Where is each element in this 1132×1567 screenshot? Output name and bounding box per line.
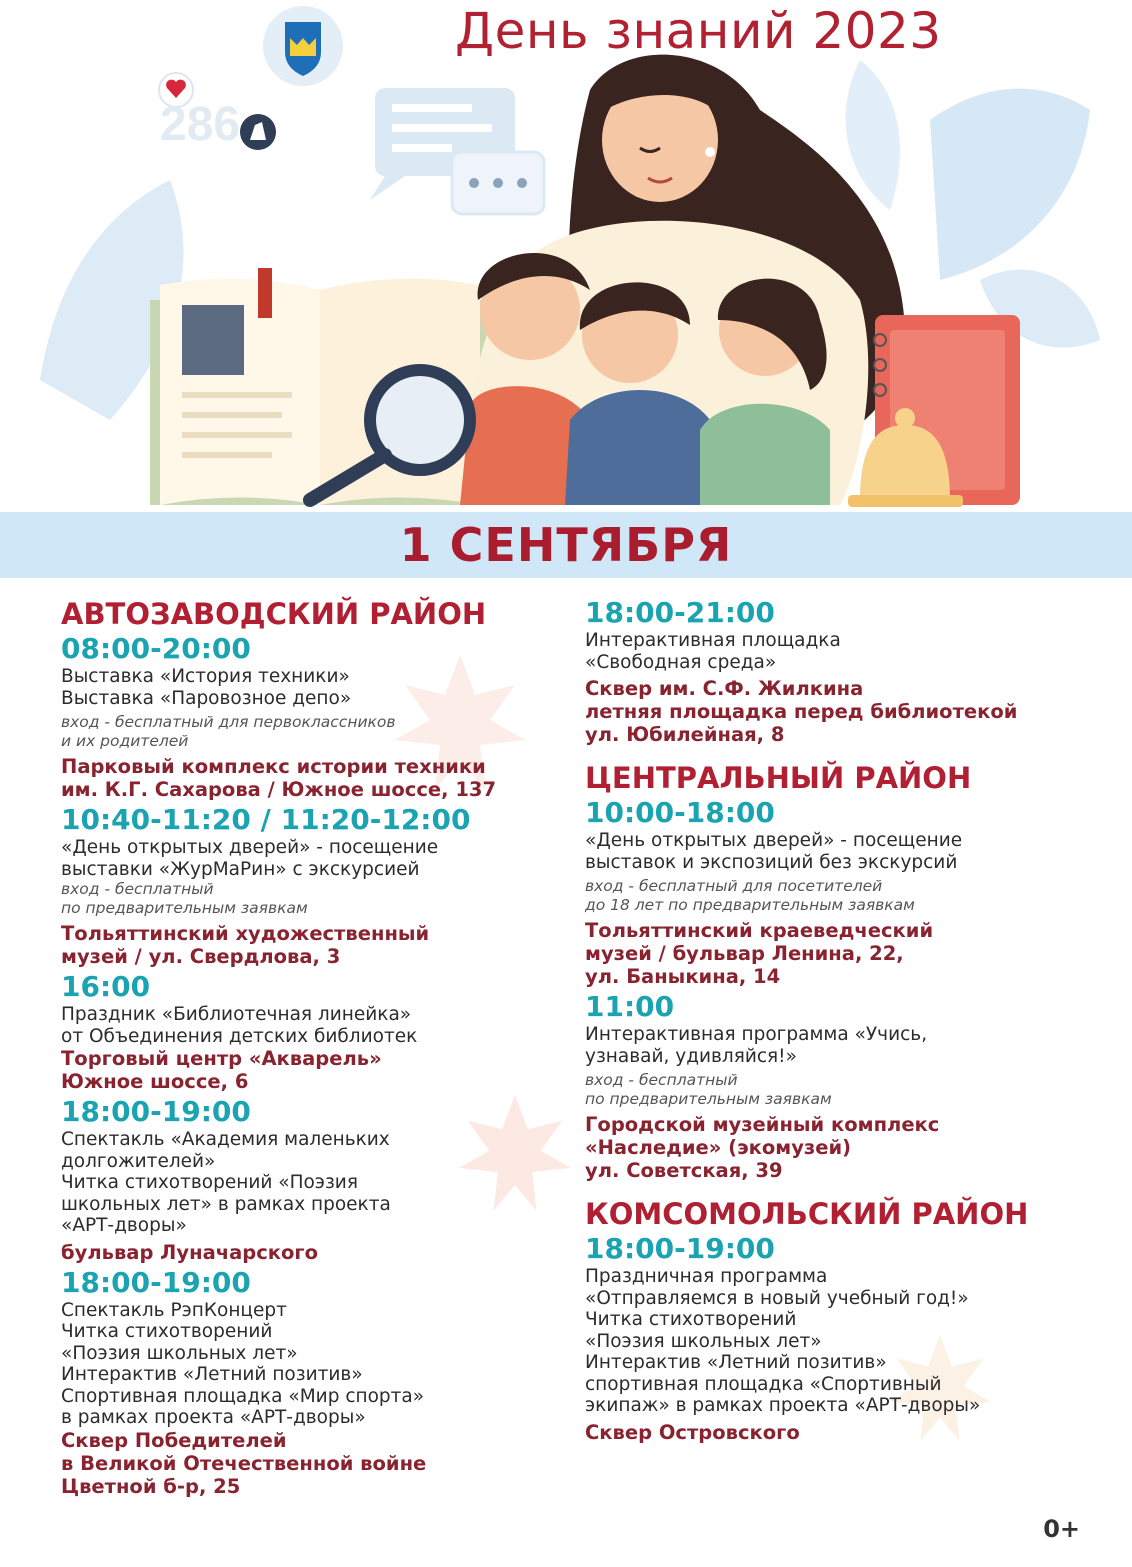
entry-note: по предварительным заявкам — [585, 1090, 832, 1108]
event-place: ул. Баныкина, 14 — [585, 965, 781, 988]
entry-note: вход - бесплатный — [61, 880, 214, 898]
event-block — [61, 632, 551, 801]
event-place: бульвар Луначарского — [61, 1240, 319, 1264]
brand-number: 286 — [160, 98, 241, 151]
event-description: Спектакль «Академия маленьких — [61, 1129, 390, 1150]
event-description: Праздник «Библиотечная линейка» — [61, 1004, 412, 1025]
event-description: «Свободная среда» — [585, 651, 777, 673]
event-block — [61, 970, 551, 1093]
entry-note: вход - бесплатный — [585, 1071, 738, 1089]
event-place: Сквер Победителей — [61, 1428, 287, 1452]
event-time: 10:00-18:00 — [585, 796, 775, 829]
event-description: Праздничная программа — [585, 1266, 828, 1287]
event-place: музей / ул. Свердлова, 3 — [61, 945, 341, 968]
event-date: 1 СЕНТЯБРЯ — [399, 518, 733, 572]
event-description: выставок и экспозиций без экскурсий — [585, 851, 958, 873]
event-place: Сквер им. С.Ф. Жилкина — [585, 677, 864, 700]
event-description: «АРТ-дворы» — [61, 1215, 187, 1236]
event-description: «Поэзия школьных лет» — [585, 1330, 822, 1352]
event-time: 18:00-19:00 — [585, 1232, 775, 1265]
event-description: Читка стихотворений — [585, 1309, 797, 1330]
event-place: Торговый центр «Акварель» — [61, 1047, 382, 1070]
entry-note: вход - бесплатный для первоклассников — [61, 713, 396, 731]
event-place: Тольяттинский краеведческий — [585, 919, 934, 942]
event-time: 16:00 — [61, 970, 151, 1003]
date-banner — [0, 512, 1132, 578]
left-column — [61, 596, 551, 1500]
event-place: Южное шоссе, 6 — [61, 1070, 249, 1093]
brand-logo — [159, 73, 276, 151]
event-block — [585, 796, 1085, 988]
entry-note: по предварительным заявкам — [61, 899, 308, 917]
event-description: Выставка «Паровозное депо» — [61, 687, 352, 709]
event-description: выставки «ЖурМаРин» с экскурсией — [61, 858, 420, 880]
page-title: День знаний 2023 — [455, 2, 942, 60]
district-heading: КОМСОМОЛЬСКИЙ РАЙОН — [585, 1197, 1029, 1231]
hero-illustration — [0, 0, 1132, 512]
entry-note: до 18 лет по предварительным заявкам — [585, 896, 915, 914]
event-place: «Наследие» (экомузей) — [585, 1136, 852, 1159]
event-place: Городской музейный комплекс — [585, 1113, 940, 1136]
event-block — [61, 1266, 551, 1498]
event-time: 08:00-20:00 — [61, 632, 251, 665]
event-time: 11:00 — [585, 990, 675, 1023]
event-description: «Отправляемся в новый учебный год!» — [585, 1287, 969, 1309]
age-rating: 0+ — [1043, 1515, 1080, 1543]
event-time: 18:00-21:00 — [585, 596, 775, 629]
event-description: от Объединения детских библиотек — [61, 1025, 418, 1047]
event-place: ул. Советская, 39 — [585, 1159, 783, 1182]
event-place: им. К.Г. Сахарова / Южное шоссе, 137 — [61, 778, 497, 801]
event-place: летняя площадка перед библиотекой — [585, 700, 1018, 723]
event-description: Интерактив «Летний позитив» — [61, 1364, 363, 1385]
event-place: Цветной б-р, 25 — [61, 1474, 241, 1498]
event-description: экипаж» в рамках проекта «АРТ-дворы» — [585, 1395, 981, 1416]
entry-note: вход - бесплатный для посетителей — [585, 877, 883, 895]
event-description: Спортивная площадка «Мир спорта» — [61, 1385, 425, 1407]
event-description: школьных лет» в рамках проекта — [61, 1193, 391, 1215]
event-time: 10:40-11:20 / 11:20-12:00 — [61, 803, 471, 836]
event-block — [585, 1232, 1085, 1444]
event-description: Читка стихотворений «Поэзия — [61, 1172, 358, 1193]
district-heading: АВТОЗАВОДСКИЙ РАЙОН — [61, 597, 487, 631]
event-description: Читка стихотворений — [61, 1321, 273, 1342]
event-description: Интерактивная площадка — [585, 630, 841, 651]
entry-note: и их родителей — [61, 732, 189, 750]
district-heading: ЦЕНТРАЛЬНЫЙ РАЙОН — [585, 761, 972, 795]
teacher-children-illustration — [0, 0, 1132, 512]
event-description: «День открытых дверей» - посещение — [585, 830, 963, 851]
event-block — [61, 803, 551, 968]
event-time: 18:00-19:00 — [61, 1265, 251, 1299]
event-place: в Великой Отечественной войне — [61, 1451, 427, 1475]
event-description: Спектакль РэпКонцерт — [61, 1299, 287, 1321]
event-description: «День открытых дверей» - посещение — [61, 837, 439, 858]
event-description: в рамках проекта «АРТ-дворы» — [61, 1407, 366, 1428]
event-description: Интерактив «Летний позитив» — [585, 1352, 887, 1373]
event-place: ул. Юбилейная, 8 — [585, 723, 785, 746]
speech-bubble-icon — [370, 88, 544, 214]
event-time: 18:00-19:00 — [61, 1095, 251, 1128]
event-place: Сквер Островского — [585, 1420, 800, 1444]
event-place: Тольяттинский художественный — [61, 922, 430, 945]
event-description: узнавай, удивляйся!» — [585, 1045, 797, 1067]
event-description: долгожителей» — [61, 1150, 216, 1172]
event-block — [585, 596, 1085, 746]
event-place: музей / бульвар Ленина, 22, — [585, 942, 904, 965]
event-description: «Поэзия школьных лет» — [61, 1342, 298, 1364]
event-description: Выставка «История техники» — [61, 666, 350, 687]
event-description: спортивная площадка «Спортивный — [585, 1373, 942, 1395]
coat-of-arms-icon — [263, 6, 343, 86]
event-block — [585, 990, 1085, 1182]
event-description: Интерактивная программа «Учись, — [585, 1024, 928, 1045]
right-column — [585, 596, 1085, 1446]
event-place: Парковый комплекс истории техники — [61, 755, 486, 778]
event-block — [61, 1095, 551, 1264]
